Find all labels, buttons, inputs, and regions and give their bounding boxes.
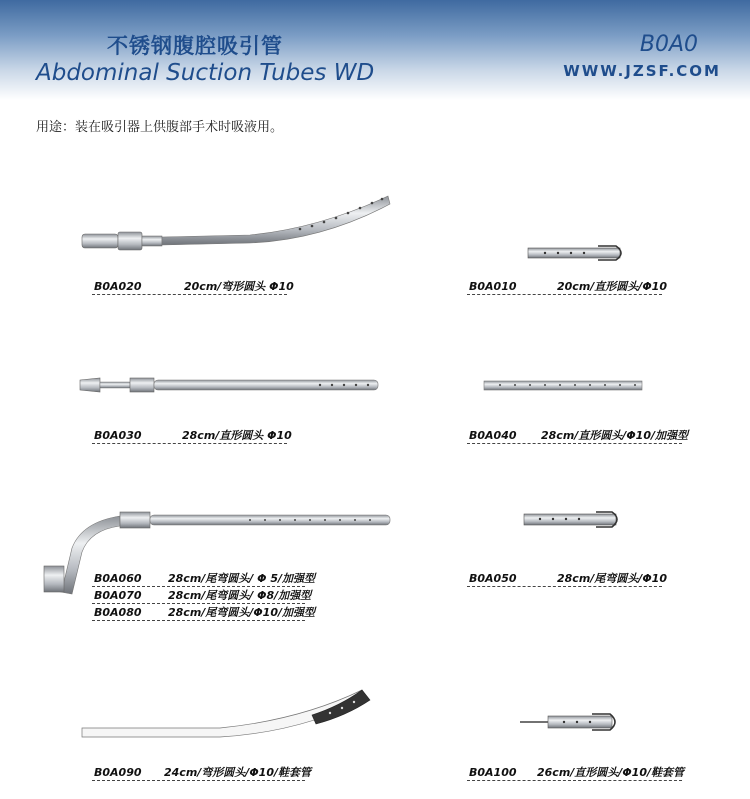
usage-text: 用途：装在吸引器上供腹部手术时吸液用。 [36, 120, 284, 135]
title-chinese: 不锈钢腹腔吸引管 [107, 34, 283, 58]
product-code: B0A020 [94, 280, 142, 293]
product-label-b0a010 [467, 280, 667, 295]
product-label-b0a050 [467, 572, 667, 587]
tube-b0a050-image [524, 512, 617, 527]
website-link[interactable]: WWW.JZSF.COM [563, 62, 721, 80]
product-code: B0A050 [469, 572, 517, 585]
tube-b0a030-image [80, 378, 378, 392]
product-desc: 26cm/直形圆头/Φ10/鞋套管 [537, 766, 685, 779]
title-english: Abdominal Suction Tubes WD [36, 60, 375, 86]
product-desc: 28cm/直形圆头/Φ10/加强型 [541, 429, 689, 442]
tube-b0a020-image [82, 196, 390, 250]
product-label-b0a040 [467, 429, 689, 444]
tube-b0a090-image [82, 690, 370, 737]
product-label-b0a090 [92, 766, 312, 781]
product-desc: 28cm/尾弯圆头/ Φ 5/加强型 [168, 572, 316, 585]
product-code: B0A070 [94, 589, 142, 602]
product-label-b0a060 [92, 572, 316, 587]
product-desc: 24cm/弯形圆头/Φ10/鞋套管 [164, 766, 312, 779]
tube-b0a010-image [528, 246, 621, 260]
product-code: B0A010 [469, 280, 517, 293]
product-code: B0A060 [94, 572, 142, 585]
product-code: B0A030 [94, 429, 142, 442]
product-code: B0A080 [94, 606, 142, 619]
product-desc: 20cm/弯形圆头 Φ10 [184, 280, 294, 293]
product-desc: 20cm/直形圆头/Φ10 [557, 280, 667, 293]
product-label-b0a080 [92, 606, 316, 621]
product-label-b0a020 [92, 280, 294, 295]
product-label-b0a100 [467, 766, 685, 781]
product-desc: 28cm/尾弯圆头/Φ10/加强型 [168, 606, 316, 619]
product-desc: 28cm/尾弯圆头/Φ10 [557, 572, 667, 585]
tube-b0a100-image [520, 714, 615, 730]
product-label-b0a030 [92, 429, 292, 444]
product-code: B0A090 [94, 766, 142, 779]
product-code: B0A040 [469, 429, 517, 442]
tube-b0a040-image [484, 381, 642, 390]
product-desc: 28cm/尾弯圆头/ Φ8/加强型 [168, 589, 312, 602]
product-code: B0A100 [469, 766, 517, 779]
catalog-code: B0A0 [639, 32, 698, 57]
product-desc: 28cm/直形圆头 Φ10 [182, 429, 292, 442]
product-label-b0a070 [92, 589, 312, 604]
